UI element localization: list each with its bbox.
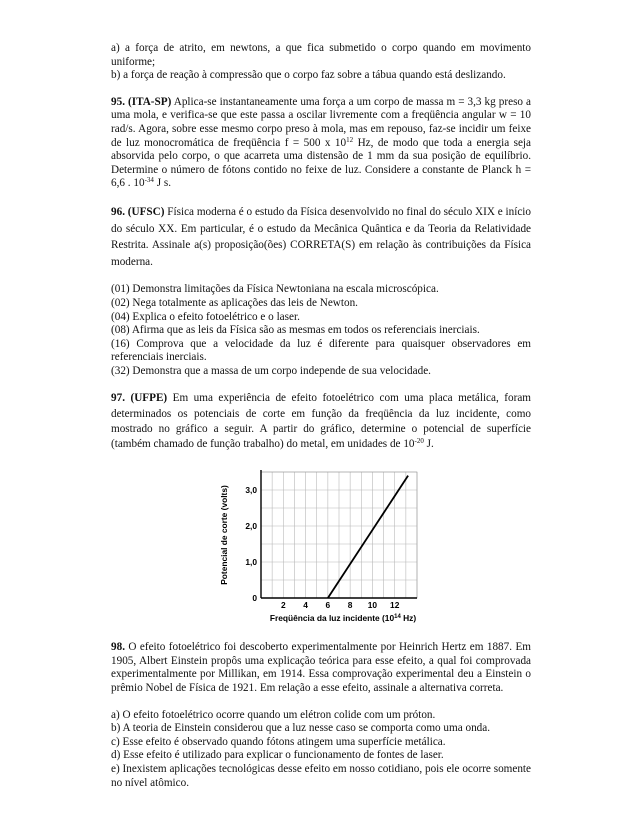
list-item: (02) Nega totalmente as aplicações das leis de Newton.: [111, 296, 358, 309]
proposition-list: [111, 283, 531, 378]
option-b: b) A teoria de Einstein considerou que a luz nesse caso se comporta como uma onda.: [111, 722, 491, 735]
option-a: a) O efeito fotoelétrico ocorre quando um elétron colide com um próton.: [111, 708, 436, 721]
list-item: (01) Demonstra limitações da Física Newtoniana na escala microscópica.: [111, 283, 439, 296]
question-number: 97. (UFPE): [111, 392, 168, 405]
x-tick-label: 12: [390, 600, 400, 611]
question-98: 98. O efeito fotoelétrico foi descoberto experimentalmente por Heinrich Hertz em 1887. Em 1905, Albert Einstein propôs uma explicação teórica para esse efeito, a qual foi comprovada experimentalmente por Millikan, em 1914. Essa comprovação experimental deu a Einstein o prêmio Nobel de Física de 1921. Em relação a esse efeito, assinale a alternativa correta.: [111, 641, 531, 695]
question-96: 96. (UFSC) Física moderna é o estudo da Física desenvolvido no final do século XIX e início do século XX. Em particular, é o estudo da Mecânica Quântica e da Teoria da Relatividade Restrita. Assinale a(s) proposição(ões) CORRETA(S) em relação às contribuições da Física moderna.: [111, 205, 531, 268]
series: [328, 476, 408, 598]
y-tick-label: 2,0: [245, 521, 257, 532]
x-tick-label: 8: [347, 600, 353, 611]
document-page: [111, 42, 531, 790]
question-95: 95. (ITA-SP) Aplica-se instantaneamente uma força a um corpo de massa m = 3,3 kg preso a uma mola, e verifica-se que este passa a oscilar livremente com a freqüência angular w = 10 rad/s. Agora, sobre esse mesmo corpo preso à mola, mas em repouso, faz-se incidir um feixe de luz monocromática de freqüência f = 500 x $10^{12}$ Hz, de modo que toda a energia seja absorvida pelo corpo, o que acarreta uma distensão de 1 mm da sua posição de equilíbrio. Determine o número de fótons contido no feixe de luz. Considere a constante de Planck h = 6,6 . $10^{-34}$ J s.: [111, 95, 532, 190]
list-item: (04) Explica o efeito fotoelétrico e o laser.: [111, 310, 300, 323]
x-axis-label: Freqüência da luz incidente ($10^{14}$ Hz): [269, 613, 417, 624]
y-tick-label: 0: [252, 593, 257, 604]
question-number: 98.: [111, 641, 125, 654]
photoelectric-chart: [111, 460, 531, 628]
list-item: (08) Afirma que as leis da Física são as mesmas em todos os referenciais inerciais.: [111, 324, 480, 337]
axis-labels: [219, 485, 416, 623]
x-tick-label: 4: [303, 600, 308, 611]
item-b: b) a força de reação à compressão que o corpo faz sobre a tábua quando está deslizando.: [111, 69, 506, 82]
grid: [261, 472, 417, 598]
list-item: (16) Comprova que a velocidade da luz é diferente para quaisquer observadores em referenciais inerciais.: [111, 337, 531, 364]
option-c: c) Esse efeito é observado quando fótons atingem uma superfície metálica.: [111, 735, 446, 748]
x-tick-label: 2: [280, 600, 286, 611]
question-97: 97. (UFPE) Em uma experiência de efeito fotoelétrico com uma placa metálica, foram determinados os potenciais de corte em função da freqüência da luz incidente, como mostrado no gráfico a seguir. A partir do gráfico, determine o potencial de superfície (também chamado de função trabalho) do metal, em unidades de $10^{-20}$ J.: [111, 392, 531, 451]
x-tick-label: 10: [367, 600, 378, 611]
option-e: e) Inexistem aplicações tecnológicas desse efeito em nosso cotidiano, pois ele ocorre somente no nível atômico.: [111, 763, 531, 789]
series-line: [328, 476, 408, 598]
y-axis-label: Potencial de corte (volts): [219, 485, 229, 586]
question-number: 95. (ITA-SP): [111, 95, 172, 108]
item-a: a) a força de atrito, em newtons, a que fica submetido o corpo quando em movimento uniforme;: [111, 42, 531, 68]
answer-options: [111, 709, 531, 791]
option-d: d) Esse efeito é utilizado para explicar o funcionamento de fontes de laser.: [111, 749, 444, 762]
y-tick-label: 1,0: [245, 557, 257, 568]
chart-container: [111, 460, 531, 628]
y-tick-label: 3,0: [245, 485, 257, 496]
question-number: 96. (UFSC): [111, 205, 165, 218]
axes: [245, 470, 417, 610]
list-item: (32) Demonstra que a massa de um corpo independe de sua velocidade.: [111, 364, 431, 377]
x-tick-label: 6: [325, 600, 331, 611]
